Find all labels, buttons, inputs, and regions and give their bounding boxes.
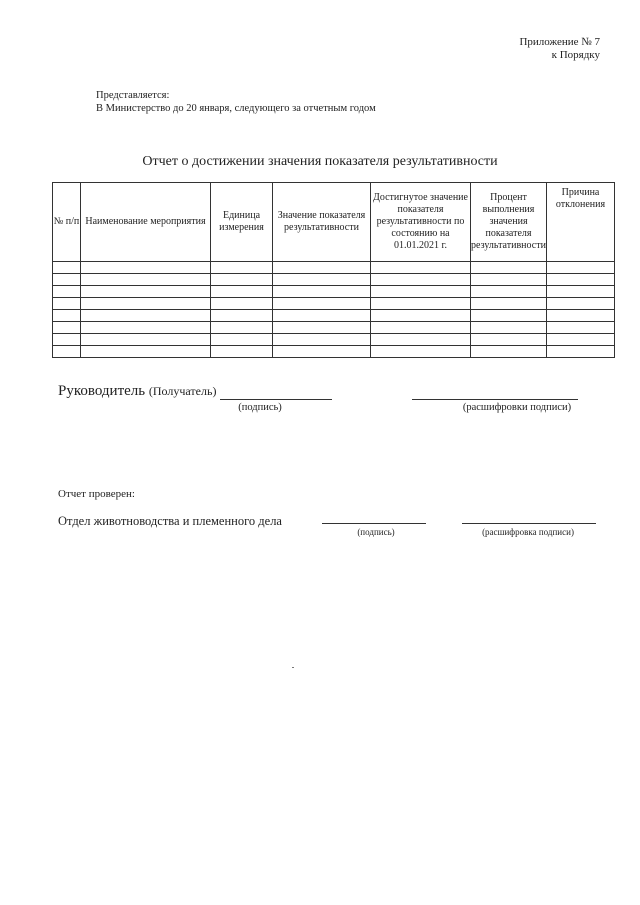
table-cell [211, 334, 273, 346]
report-table [52, 182, 615, 358]
table-cell [53, 310, 81, 322]
column-header-completion-percent: Процент выполнения значения показателя результативности [471, 183, 547, 262]
table-cell [81, 334, 211, 346]
table-cell [53, 274, 81, 286]
table-cell [211, 346, 273, 358]
table-cell [273, 298, 371, 310]
table-cell [547, 346, 615, 358]
table-cell [371, 310, 471, 322]
appendix-reference [519, 36, 600, 62]
department-name: Отдел животноводства и племенного дела [58, 514, 282, 528]
table-cell [471, 310, 547, 322]
table-row [53, 334, 615, 346]
table-cell [273, 346, 371, 358]
table-cell [53, 286, 81, 298]
submission-label: Представляется: [96, 90, 170, 101]
table-cell [371, 286, 471, 298]
table-cell [371, 274, 471, 286]
table-cell [81, 262, 211, 274]
column-header-target-value: Значение показателя результативности [273, 183, 371, 262]
column-header-deviation-reason: Причина отклонения [547, 183, 615, 262]
table-cell [273, 262, 371, 274]
table-cell [53, 262, 81, 274]
table-cell [53, 346, 81, 358]
verifier-decryption-caption: (расшифровка подписи) [482, 527, 574, 537]
table-cell [471, 298, 547, 310]
table-cell [371, 346, 471, 358]
table-header-row [53, 183, 615, 262]
head-decryption-caption: (расшифровки подписи) [462, 402, 572, 413]
appendix-order: к Порядку [551, 49, 600, 61]
report-checked-label: Отчет проверен: [58, 488, 135, 500]
head-decryption-line [412, 399, 578, 400]
table-cell [53, 322, 81, 334]
table-cell [371, 334, 471, 346]
table-cell [81, 298, 211, 310]
submission-note [96, 89, 376, 115]
appendix-number: Приложение № 7 [519, 36, 600, 48]
head-signature-line [220, 399, 332, 400]
column-header-achieved-value: Достигнутое значение показателя результативности по состоянию на 01.01.2021 г. [371, 183, 471, 262]
table-cell [547, 310, 615, 322]
verifier-decryption-line [462, 523, 596, 524]
table-cell [211, 274, 273, 286]
table-cell [211, 322, 273, 334]
column-header-unit: Единица измерения [211, 183, 273, 262]
table-cell [547, 334, 615, 346]
submission-destination: В Министерство до 20 января, следующего за отчетным годом [96, 103, 376, 114]
report-title: Отчет о достижении значения показателя результативности [142, 154, 498, 169]
table-row [53, 262, 615, 274]
verifier-signature-line [322, 523, 426, 524]
table-cell [471, 322, 547, 334]
table-cell [273, 310, 371, 322]
table-cell [211, 298, 273, 310]
table-cell [471, 334, 547, 346]
table-row [53, 298, 615, 310]
table-row [53, 346, 615, 358]
table-cell [81, 322, 211, 334]
table-cell [547, 262, 615, 274]
table-cell [547, 274, 615, 286]
head-label: Руководитель [58, 383, 146, 399]
table-cell [471, 262, 547, 274]
table-cell [53, 298, 81, 310]
table-row [53, 286, 615, 298]
table-cell [81, 346, 211, 358]
table-cell [273, 322, 371, 334]
verifier-signature-caption: (подпись) [357, 527, 395, 537]
column-header-number: № п/п [53, 183, 81, 262]
column-header-activity: Наименование мероприятия [81, 183, 211, 262]
table-cell [547, 322, 615, 334]
table-row [53, 322, 615, 334]
head-signature-label [58, 383, 216, 400]
table-cell [81, 274, 211, 286]
head-signature-caption: (подпись) [238, 402, 282, 413]
table-cell [81, 286, 211, 298]
table-row [53, 310, 615, 322]
table-cell [547, 298, 615, 310]
table-cell [371, 262, 471, 274]
table-cell [273, 274, 371, 286]
table-cell [547, 286, 615, 298]
table-cell [211, 262, 273, 274]
recipient-label: (Получатель) [148, 384, 217, 398]
table-cell [471, 274, 547, 286]
table-cell [211, 310, 273, 322]
table-cell [371, 322, 471, 334]
table-body [53, 262, 615, 358]
table-row [53, 274, 615, 286]
table-cell [81, 310, 211, 322]
table-cell [471, 346, 547, 358]
table-cell [211, 286, 273, 298]
table-cell [471, 286, 547, 298]
scan-speck [292, 667, 294, 668]
table-cell [53, 334, 81, 346]
table-cell [371, 298, 471, 310]
table-cell [273, 286, 371, 298]
table-cell [273, 334, 371, 346]
